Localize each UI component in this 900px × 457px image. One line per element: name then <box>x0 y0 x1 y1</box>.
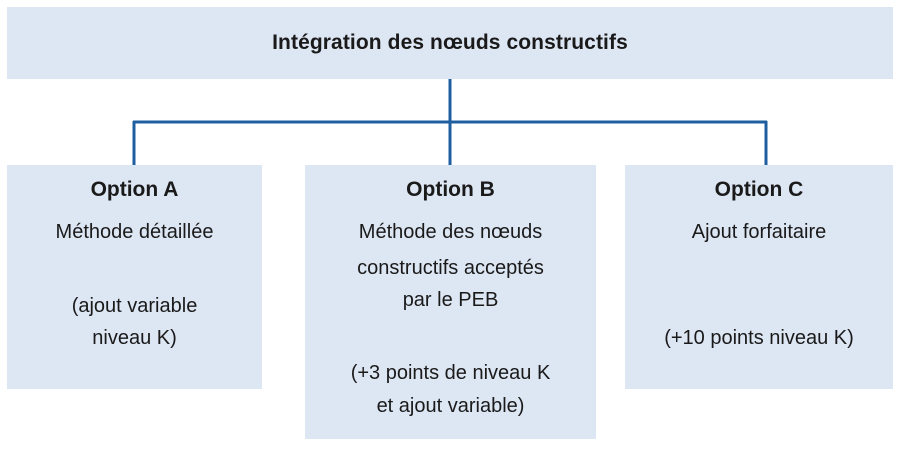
option-c-line-1: Ajout forfaitaire <box>691 221 827 243</box>
option-b-line-1: Méthode des nœuds <box>358 221 543 243</box>
option-c-node <box>625 165 893 389</box>
option-b-line-5: et ajout variable) <box>376 395 525 417</box>
option-a-line-3: niveau K) <box>92 327 177 349</box>
option-c-title: Option C <box>714 178 804 201</box>
root-title: Intégration des nœuds constructifs <box>272 31 628 54</box>
option-c-line-2: (+10 points niveau K) <box>664 327 854 349</box>
option-b-line-3: par le PEB <box>402 289 499 311</box>
option-b-node <box>305 165 596 439</box>
root-node <box>7 7 893 79</box>
option-b-title: Option B <box>406 178 495 201</box>
option-a-line-1: Méthode détaillée <box>55 221 214 243</box>
option-b-line-2: constructifs acceptés <box>357 257 544 279</box>
option-a-node <box>7 165 262 389</box>
option-a-title: Option A <box>90 178 179 201</box>
option-a-line-2: (ajout variable <box>71 295 198 317</box>
option-b-line-4: (+3 points de niveau K <box>350 362 551 384</box>
